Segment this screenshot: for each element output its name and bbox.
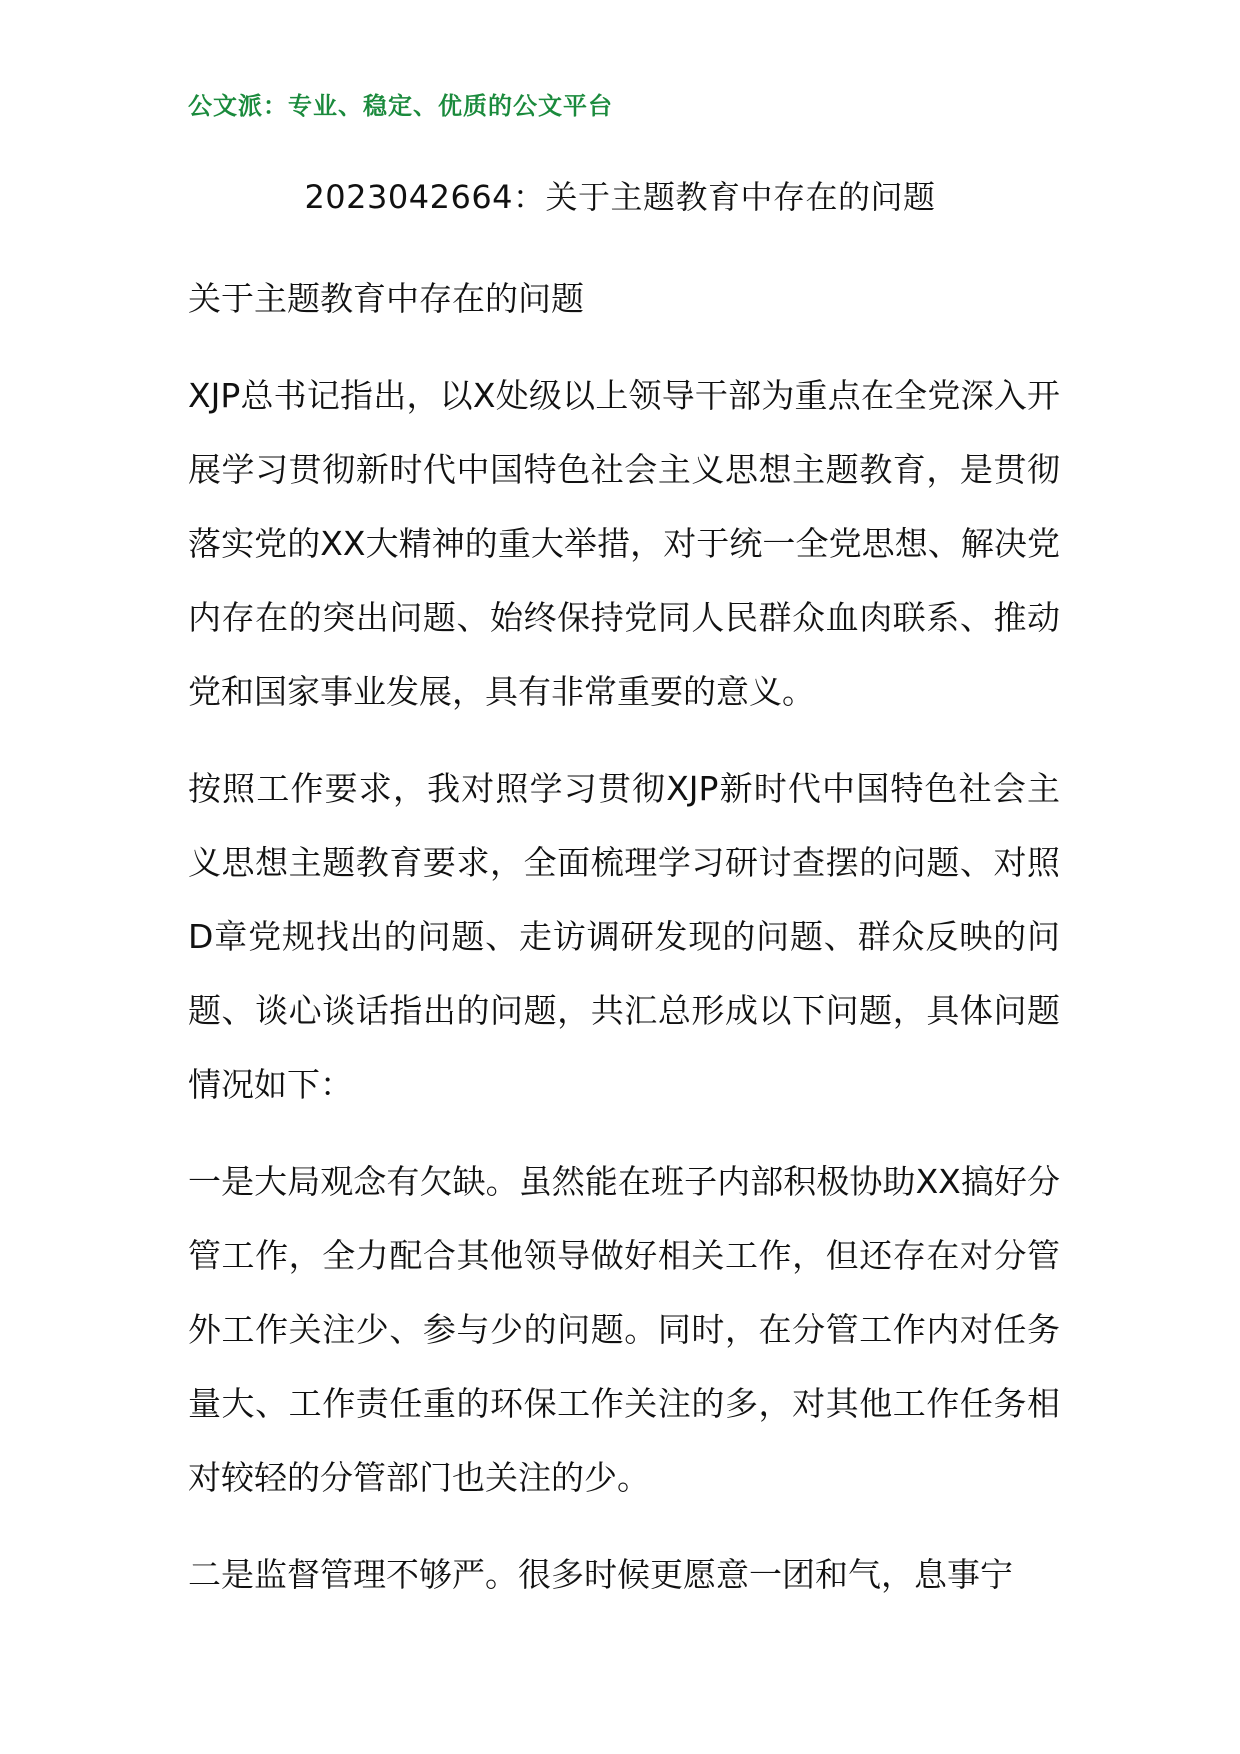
document-body [188, 262, 1060, 1635]
document-title: 2023042664：关于主题教育中存在的问题 [304, 178, 936, 216]
paragraph: 一是大局观念有欠缺。虽然能在班子内部积极协助XX搞好分管工作，全力配合其他领导做好相关工作，但还存在对分管外工作关注少、参与少的问题。同时，在分管工作内对任务量大、工作责任重的环保工作关注的多，对其他工作任务相对较轻的分管部门也关注的少。 [188, 1162, 1060, 1497]
paragraph: 二是监督管理不够严。很多时候更愿意一团和气，息事宁 [188, 1555, 1013, 1594]
header-brand: 公文派：专业、稳定、优质的公文平台 [188, 92, 613, 120]
paragraph: 按照工作要求，我对照学习贯彻XJP新时代中国特色社会主义思想主题教育要求，全面梳理学习研讨查摆的问题、对照D章党规找出的问题、走访调研发现的问题、群众反映的问题、谈心谈话指出的问题，共汇总形成以下问题，具体问题情况如下： [188, 769, 1060, 1104]
paragraph: XJP总书记指出，以X处级以上领导干部为重点在全党深入开展学习贯彻新时代中国特色社会主义思想主题教育，是贯彻落实党的XX大精神的重大举措，对于统一全党思想、解决党内存在的突出问题、始终保持党同人民群众血肉联系、推动党和国家事业发展，具有非常重要的意义。 [188, 376, 1060, 711]
document-subtitle: 关于主题教育中存在的问题 [188, 279, 584, 318]
